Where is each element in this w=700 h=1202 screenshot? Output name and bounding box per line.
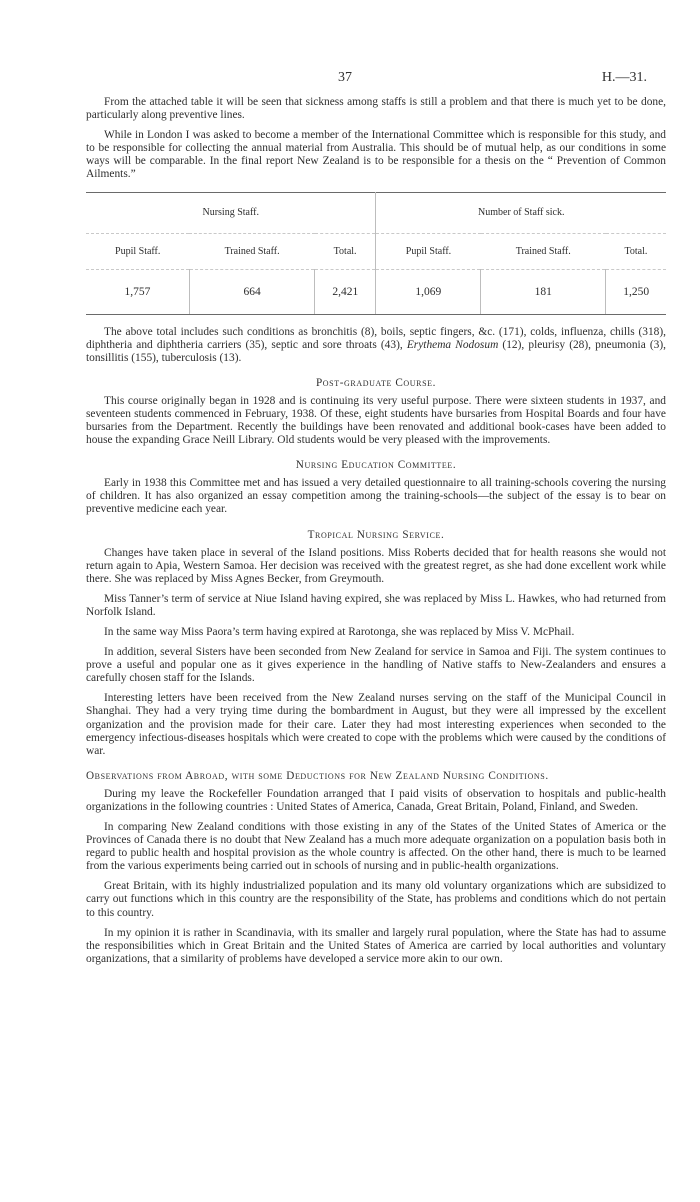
body-paragraph: In the same way Miss Paora’s term having expired at Rarotonga, she was replaced by Miss V. McPhail. — [104, 625, 575, 638]
section-heading-tropical-nursing: Tropical Nursing Service. — [307, 528, 445, 541]
table-cell: 664 — [189, 269, 314, 314]
body-paragraph: This course originally began in 1928 and is continuing its very useful purpose. There were sixteen students in 1937, and seventeen students commenced in February, 1938. Of these, eight students have bursaries from Hospital Boards and four have bursaries from the Department. Recently the buildings have been renovated and additional book-cases have been added to house the expanding Grace Neill Library. Old students would be very pleased with the improvements. — [86, 394, 666, 447]
table-group-header-row — [86, 192, 666, 233]
section-heading-nursing-education: Nursing Education Committee. — [295, 459, 457, 472]
table-cell: 1,757 — [86, 269, 189, 314]
body-paragraph: During my leave the Rockefeller Foundation arranged that I paid visits of observation to hospitals and public-health organizations in the following countries : United States of America, Canada, Great Britain, Poland, Finland, and Sweden. — [86, 787, 666, 813]
staff-sickness-table — [86, 192, 666, 315]
table-column-header-row — [86, 233, 666, 269]
document-reference: H.—31. — [601, 70, 647, 85]
column-header: Pupil Staff. — [376, 233, 481, 269]
body-paragraph: In comparing New Zealand conditions with those existing in any of the States of the United States of America or the Provinces of Canada there is no doubt that New Zealand has a much more adequate organization on a population basis both in regard to public health and hospital provision as the whole country is affected. On the other hand, there is much to be learned from the various experiments being carried out in schools of nursing and in public-health organizations. — [86, 821, 666, 873]
body-paragraph: Miss Tanner’s term of service at Niue Island having expired, she was replaced by Miss L. Hawkes, who had returned from Norfolk Island. — [86, 592, 666, 618]
table-cell: 181 — [481, 269, 606, 314]
body-paragraph: Interesting letters have been received from the New Zealand nurses serving on the staff of the Municipal Council in Shanghai. They had a very trying time during the bombardment in August, but they were all impressed by the excellent organization and the provision made for their care. Later they had most interesting experiences when seconded to the emergency infectious-diseases hospitals which were created to cope with the problems which were caused by the conditions of war. — [86, 692, 666, 757]
body-paragraph: In addition, several Sisters have been seconded from New Zealand for service in Samoa and Fiji. The system continues to prove a useful and popular one as it gives experience in the handling of Native staffs to New-Zealanders and ensures a carefully chosen staff for the Islands. — [86, 646, 666, 685]
table-cell: 1,069 — [376, 269, 481, 314]
column-header: Trained Staff. — [189, 233, 314, 269]
column-header: Total. — [606, 233, 666, 269]
intro-paragraph: While in London I was asked to become a member of the International Committee which is responsible for this study, and to be responsible for collecting the annual material from Australia. This should be of mutual help, as our conditions in some ways will be comparable. In the final report New Zealand is to be responsible for a thesis on the “ Prevention of Common Ailments.” — [86, 129, 666, 181]
column-header: Total. — [315, 233, 376, 269]
illness-italic-term: Erythema Nodosum — [406, 338, 499, 351]
staff-sick-group-header: Number of Staff sick. — [376, 192, 666, 233]
table-row — [86, 269, 666, 314]
nursing-staff-group-header: Nursing Staff. — [202, 207, 259, 219]
page-number: 37 — [338, 70, 352, 85]
illness-text-b: (12), pleurisy (28), pneumonia (3), tonsillitis (155), tuberculosis (13). — [86, 338, 667, 364]
body-paragraph: In my opinion it is rather in Scandinavia, with its smaller and largely rural population, where the State has had to assume the responsibilities which in Great Britain and the United States of America are carried by local authorities and voluntary organizations, that a similarity of problems have developed a service more akin to our own. — [86, 926, 666, 965]
body-paragraph: Early in 1938 this Committee met and has issued a very detailed questionnaire to all training-schools covering the nursing of children. It has also organized an essay competition among the training-schools—the subject of the essay is to bear on preventive medicine each year. — [86, 477, 666, 516]
section-heading-observations: Observations from Abroad, with some Deductions for New Zealand Nursing Conditions. — [86, 769, 549, 782]
column-header: Pupil Staff. — [86, 233, 189, 269]
illness-text-a: The above total includes such conditions as bronchitis (8), boils, septic fingers, &c. (171), colds, influenza, chills (318), diphtheria and diphtheria carriers (35), septic and sore throats (43), — [86, 325, 666, 351]
illness-conditions-paragraph — [86, 326, 666, 365]
section-heading-postgraduate: Post-graduate Course. — [315, 376, 437, 389]
body-paragraph: Great Britain, with its highly industrialized population and its many old voluntary organizations which are subsidized to carry out functions which in this country are the responsibility of the State, has problems and conditions which do not pertain to this country. — [86, 880, 666, 919]
body-paragraph: Changes have taken place in several of the Island positions. Miss Roberts decided that for health reasons she would not return again to Apia, Western Samoa. Her decision was received with the greatest regret, as she had done excellent work while there. She was replaced by Miss Agnes Becker, from Greymouth. — [86, 546, 666, 585]
table-cell: 2,421 — [315, 269, 376, 314]
page-body — [86, 96, 666, 973]
page-header — [0, 70, 700, 90]
column-header: Trained Staff. — [481, 233, 606, 269]
table-cell: 1,250 — [606, 269, 666, 314]
intro-paragraph: From the attached table it will be seen that sickness among staffs is still a problem and that there is much yet to be done, particularly along preventive lines. — [86, 96, 666, 122]
